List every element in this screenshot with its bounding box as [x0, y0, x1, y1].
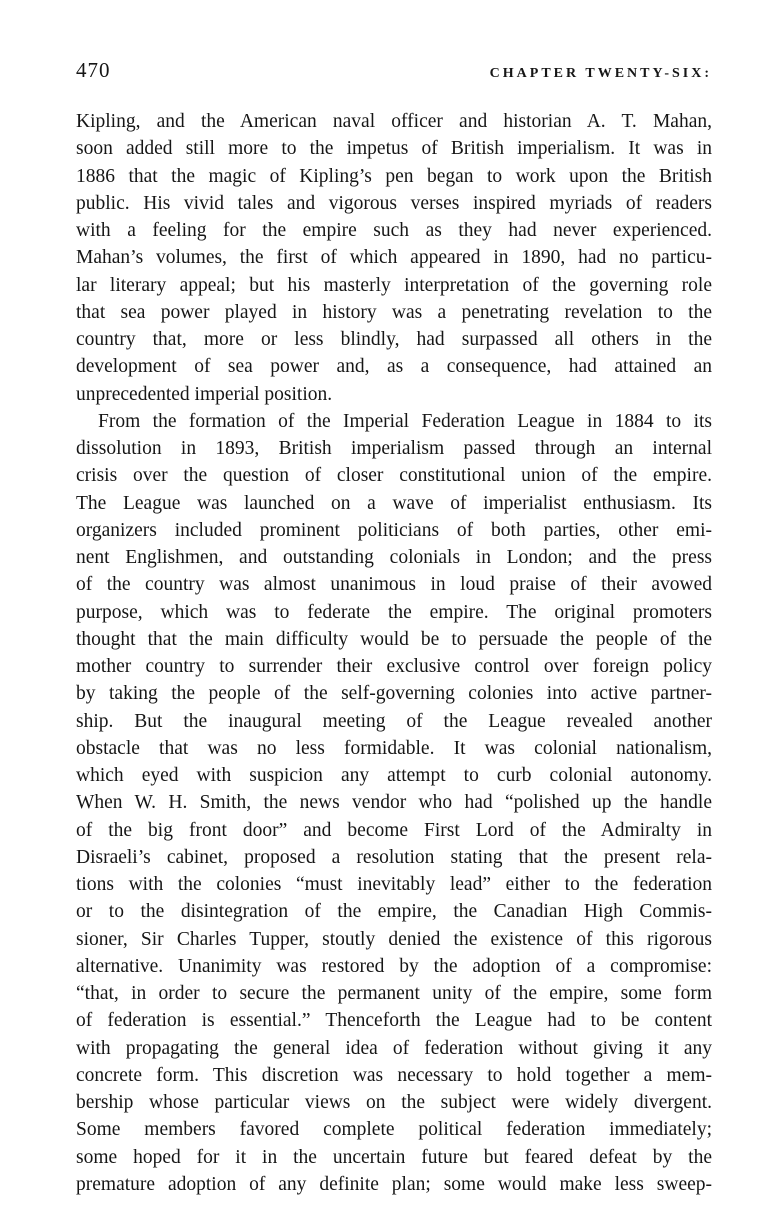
text-line: by taking the people of the self-governing colonies into active partner- — [76, 683, 712, 705]
text-line: Mahan’s volumes, the first of which appeared in 1890, had no particu- — [76, 247, 712, 269]
text-line: public. His vivid tales and vigorous verses inspired myriads of readers — [76, 192, 712, 214]
text-line: bership whose particular views on the subject were widely divergent. — [76, 1092, 712, 1113]
text-line: Disraeli’s cabinet, proposed a resolution stating that the present rela- — [76, 846, 712, 868]
text-line: organizers included prominent politicians of both parties, other emi- — [76, 519, 712, 541]
page-number: 470 — [76, 58, 111, 82]
text-line: with propagating the general idea of federation without giving it any — [76, 1037, 712, 1059]
text-line: or to the disintegration of the empire, the Canadian High Commis- — [76, 901, 712, 923]
text-line: mother country to surrender their exclusive control over foreign policy — [76, 656, 712, 677]
text-line: unprecedented imperial position. — [76, 383, 333, 405]
text-line: ship. But the inaugural meeting of the League revealed another — [76, 710, 712, 732]
text-line: premature adoption of any definite plan; some would make less sweep- — [76, 1173, 712, 1195]
text-line: thought that the main difficulty would be to persuade the people of the — [76, 628, 712, 650]
text-line: nent Englishmen, and outstanding colonials in London; and the press — [76, 547, 712, 568]
text-line: concrete form. This discretion was necessary to hold together a mem- — [76, 1064, 712, 1086]
text-line: Kipling, and the American naval officer and historian A. T. Mahan, — [76, 111, 712, 132]
text-line: of federation is essential.” Thenceforth the League had to be content — [76, 1010, 712, 1032]
text-line: The League was launched on a wave of imperialist enthusiasm. Its — [76, 492, 712, 514]
text-line: Some members favored complete political federation immediately; — [76, 1119, 712, 1141]
running-head — [76, 58, 712, 100]
chapter-label: CHAPTER TWENTY-SIX: — [489, 66, 712, 81]
book-page — [76, 58, 712, 1198]
text-line: that sea power played in history was a penetrating revelation to the — [76, 301, 712, 323]
text-line: which eyed with suspicion any attempt to curb colonial autonomy. — [76, 765, 712, 786]
text-line: sioner, Sir Charles Tupper, stoutly denied the existence of this rigorous — [76, 928, 712, 950]
text-line: with a feeling for the empire such as they had never experienced. — [76, 220, 712, 241]
text-line: tions with the colonies “must inevitably lead” either to the federation — [76, 874, 712, 895]
text-line: From the formation of the Imperial Federation League in 1884 to its — [98, 410, 712, 432]
text-line: soon added still more to the impetus of British imperialism. It was in — [76, 138, 712, 160]
text-line: some hoped for it in the uncertain future but feared defeat by the — [76, 1146, 712, 1168]
paragraph — [76, 108, 712, 408]
text-line: “that, in order to secure the permanent unity of the empire, some form — [76, 983, 712, 1004]
text-line: of the country was almost unanimous in loud praise of their avowed — [76, 574, 712, 596]
text-line: of the big front door” and become First Lord of the Admiralty in — [76, 819, 712, 841]
paragraph — [76, 408, 712, 1198]
text-line: country that, more or less blindly, had surpassed all others in the — [76, 329, 712, 350]
text-line: 1886 that the magic of Kipling’s pen began to work upon the British — [76, 165, 712, 187]
text-line: lar literary appeal; but his masterly interpretation of the governing role — [76, 274, 712, 296]
body-text — [76, 108, 712, 1198]
text-line: obstacle that was no less formidable. It was colonial nationalism, — [76, 737, 712, 759]
text-line: alternative. Unanimity was restored by the adoption of a compromise: — [76, 955, 712, 977]
text-line: dissolution in 1893, British imperialism passed through an internal — [76, 438, 712, 459]
text-line: purpose, which was to federate the empire. The original promoters — [76, 601, 712, 623]
text-line: When W. H. Smith, the news vendor who had “polished up the handle — [76, 792, 712, 814]
text-line: development of sea power and, as a consequence, had attained an — [76, 356, 712, 378]
text-line: crisis over the question of closer constitutional union of the empire. — [76, 465, 712, 487]
